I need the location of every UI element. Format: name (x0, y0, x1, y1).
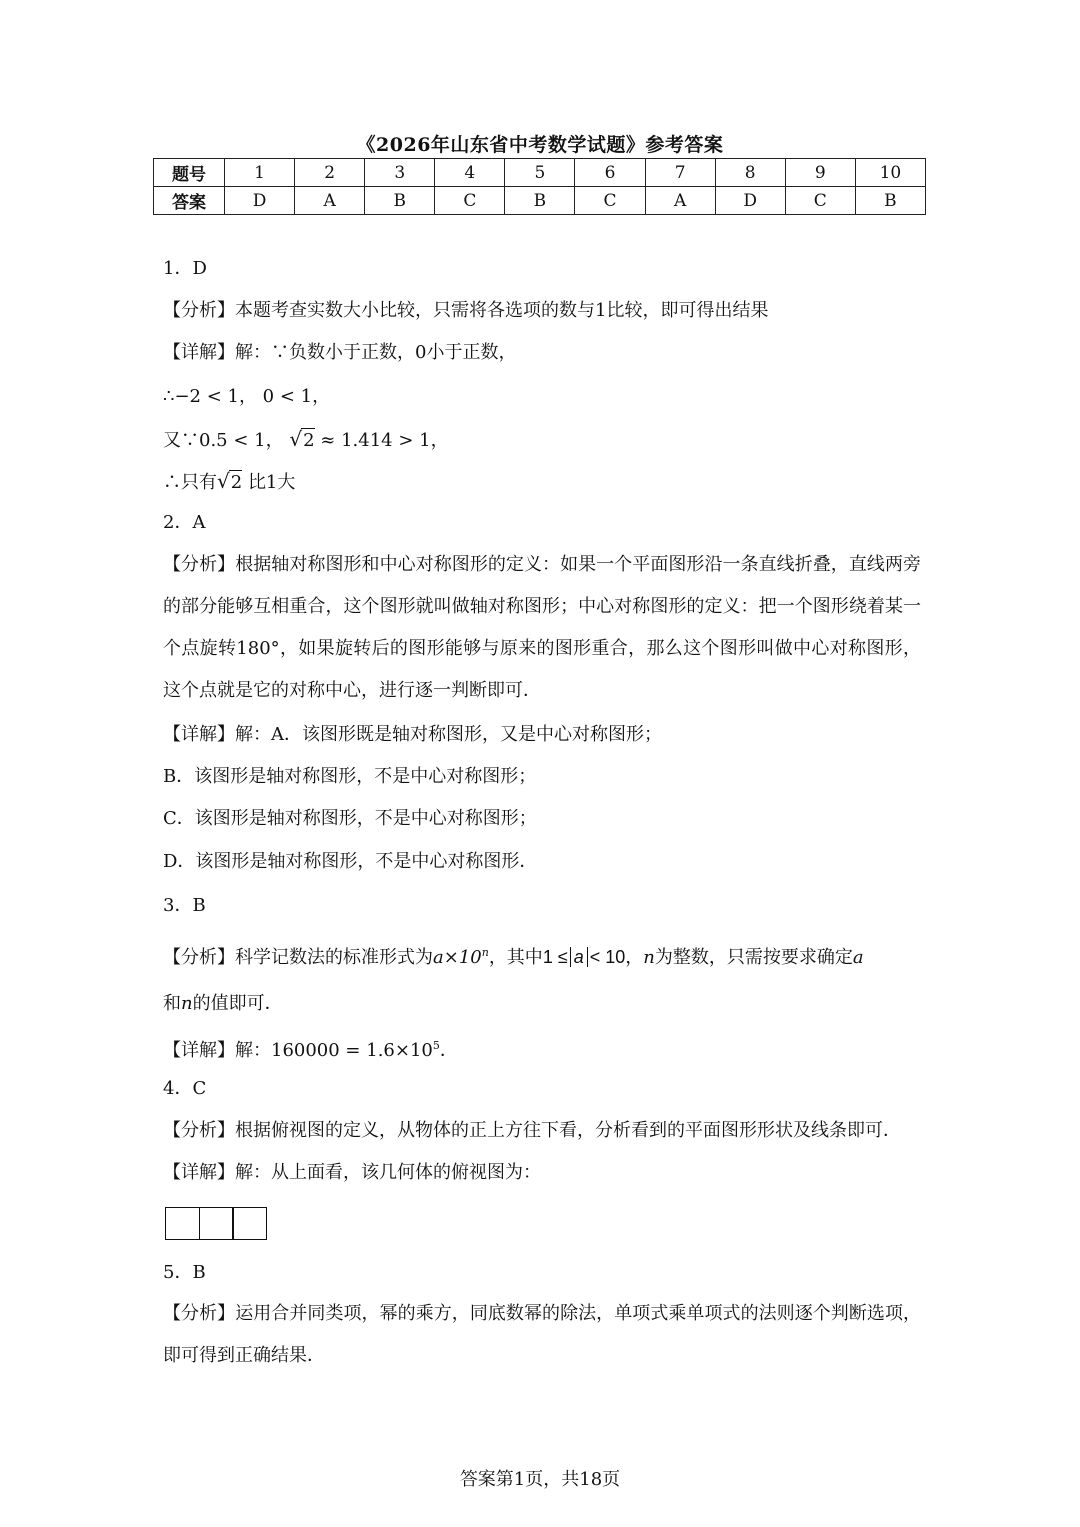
q2-option-c: C．该图形是轴对称图形，不是中心对称图形； (163, 808, 537, 829)
q4-analysis (163, 1119, 901, 1143)
math-var: n (181, 993, 193, 1014)
analysis-text: 为整数，只需按要求确定 (654, 947, 853, 968)
q2-analysis (163, 544, 921, 712)
table-cell: D (225, 187, 295, 215)
sqrt-sign-icon: √ (289, 427, 303, 451)
math-var: n (643, 947, 655, 968)
analysis-text: 科学记数法的标准形式为 (235, 947, 433, 968)
analysis-text: 的值即可． (192, 993, 283, 1014)
table-cell: 6 (575, 159, 645, 187)
table-cell: 5 (505, 159, 575, 187)
header-label: 题号 (154, 159, 225, 187)
answer-table (153, 158, 926, 215)
math-text: ≈ 1.414 > 1， (320, 430, 449, 451)
detail-text: 解：∵负数小于正数，0小于正数， (235, 342, 517, 363)
q2-option-b: B．该图形是轴对称图形，不是中心对称图形； (163, 766, 537, 787)
table-row-numbers (154, 159, 926, 187)
detail-tag: 【详解】 (163, 1040, 235, 1061)
table-row-answers (154, 187, 926, 215)
math-text: 又∵0.5 < 1， (163, 430, 284, 451)
q4-detail (163, 1161, 541, 1185)
analysis-text: 根据俯视图的定义，从物体的正上方往下看，分析看到的平面图形形状及线条即可． (235, 1120, 901, 1141)
table-cell: C (435, 187, 505, 215)
sqrt-value: 2 (230, 472, 243, 493)
math-form: a×10 (433, 947, 482, 968)
q3-heading: 3．B (163, 895, 206, 916)
detail-text: 解：160000 = 1.6×10 (235, 1040, 433, 1061)
detail-text: 解：从上面看，该几何体的俯视图为： (235, 1162, 541, 1183)
q1-detail (163, 341, 516, 365)
analysis-text: 运用合并同类项，幂的乘方，同底数幂的除法，单项式乘单项式的法则逐个判断选项，即可得到正确结果． (163, 1303, 922, 1366)
q3-line2 (163, 992, 283, 1016)
analysis-tag: 【分析】 (163, 1303, 236, 1324)
q3-detail (163, 1034, 458, 1063)
analysis-text: ， (625, 947, 644, 968)
table-cell: 8 (715, 159, 785, 187)
square-cell (165, 1207, 200, 1240)
table-cell: B (855, 187, 925, 215)
square-cell (199, 1207, 234, 1240)
page-footer: 答案第1页，共18页 (459, 1469, 621, 1490)
square-cell (232, 1207, 267, 1240)
analysis-text: 根据轴对称图形和中心对称图形的定义：如果一个平面图形沿一条直线折叠，直线两旁的部分能够互相重合，这个图形就叫做轴对称图形；中心对称图形的定义：把一个图形绕着某一个点旋转180°，如果旋转后的图形能够与原来的图形重合，那么这个图形叫做中心对称图形，这个点就是它的对称中心，进行逐一判断即可． (163, 554, 922, 701)
table-cell: C (785, 187, 855, 215)
detail-tag: 【详解】 (163, 342, 235, 363)
math-exponent: 5 (432, 1039, 440, 1052)
analysis-tag: 【分析】 (163, 300, 235, 321)
q5-analysis (163, 1293, 921, 1377)
q2-heading: 2．A (163, 512, 206, 533)
q1-heading: 1．D (163, 258, 207, 279)
detail-tag: 【详解】 (163, 1162, 235, 1183)
top-view-figure (165, 1207, 267, 1238)
table-cell: A (645, 187, 715, 215)
table-cell: 10 (855, 159, 925, 187)
page-title: 《2026年山东省中考数学试题》参考答案 (356, 134, 724, 156)
q1-line4 (163, 469, 295, 495)
analysis-text: 和 (163, 993, 181, 1014)
detail-text: 解：A．该图形既是轴对称图形，又是中心对称图形； (235, 724, 662, 745)
q1-line3 (163, 427, 449, 453)
q1-line2: ∴−2 < 1， 0 < 1， (163, 386, 331, 407)
detail-text: ． (439, 1040, 458, 1061)
table-cell: 9 (785, 159, 855, 187)
q3-analysis (163, 941, 864, 970)
table-cell: A (295, 187, 365, 215)
table-cell: 7 (645, 159, 715, 187)
detail-tag: 【详解】 (163, 724, 235, 745)
table-cell: D (715, 187, 785, 215)
math-text: 比1大 (247, 472, 296, 493)
math-text: ∴只有 (163, 472, 217, 493)
sqrt-sign-icon: √ (217, 469, 230, 493)
sqrt-value: 2 (303, 430, 315, 451)
analysis-tag: 【分析】 (163, 947, 235, 968)
math-var: a (852, 947, 864, 968)
analysis-tag: 【分析】 (163, 554, 236, 575)
math-inequality-right: < 10 (589, 947, 626, 967)
math-exponent: n (481, 946, 489, 959)
answer-label: 答案 (154, 187, 225, 215)
table-cell: 2 (295, 159, 365, 187)
q1-analysis (163, 299, 768, 323)
q2-option-d: D．该图形是轴对称图形，不是中心对称图形． (163, 851, 538, 872)
table-cell: B (505, 187, 575, 215)
q4-heading: 4．C (163, 1078, 207, 1099)
analysis-text: 本题考查实数大小比较，只需将各选项的数与1比较，即可得出结果 (235, 300, 769, 321)
table-cell: C (575, 187, 645, 215)
table-cell: 1 (225, 159, 295, 187)
math-absolute: a (570, 947, 588, 967)
analysis-text: ，其中 (488, 947, 543, 968)
table-cell: 3 (365, 159, 435, 187)
q5-heading: 5．B (163, 1262, 206, 1283)
table-cell: B (365, 187, 435, 215)
analysis-tag: 【分析】 (163, 1120, 235, 1141)
table-cell: 4 (435, 159, 505, 187)
math-inequality-left: 1 ≤ (542, 947, 568, 967)
q2-detail (163, 723, 662, 747)
